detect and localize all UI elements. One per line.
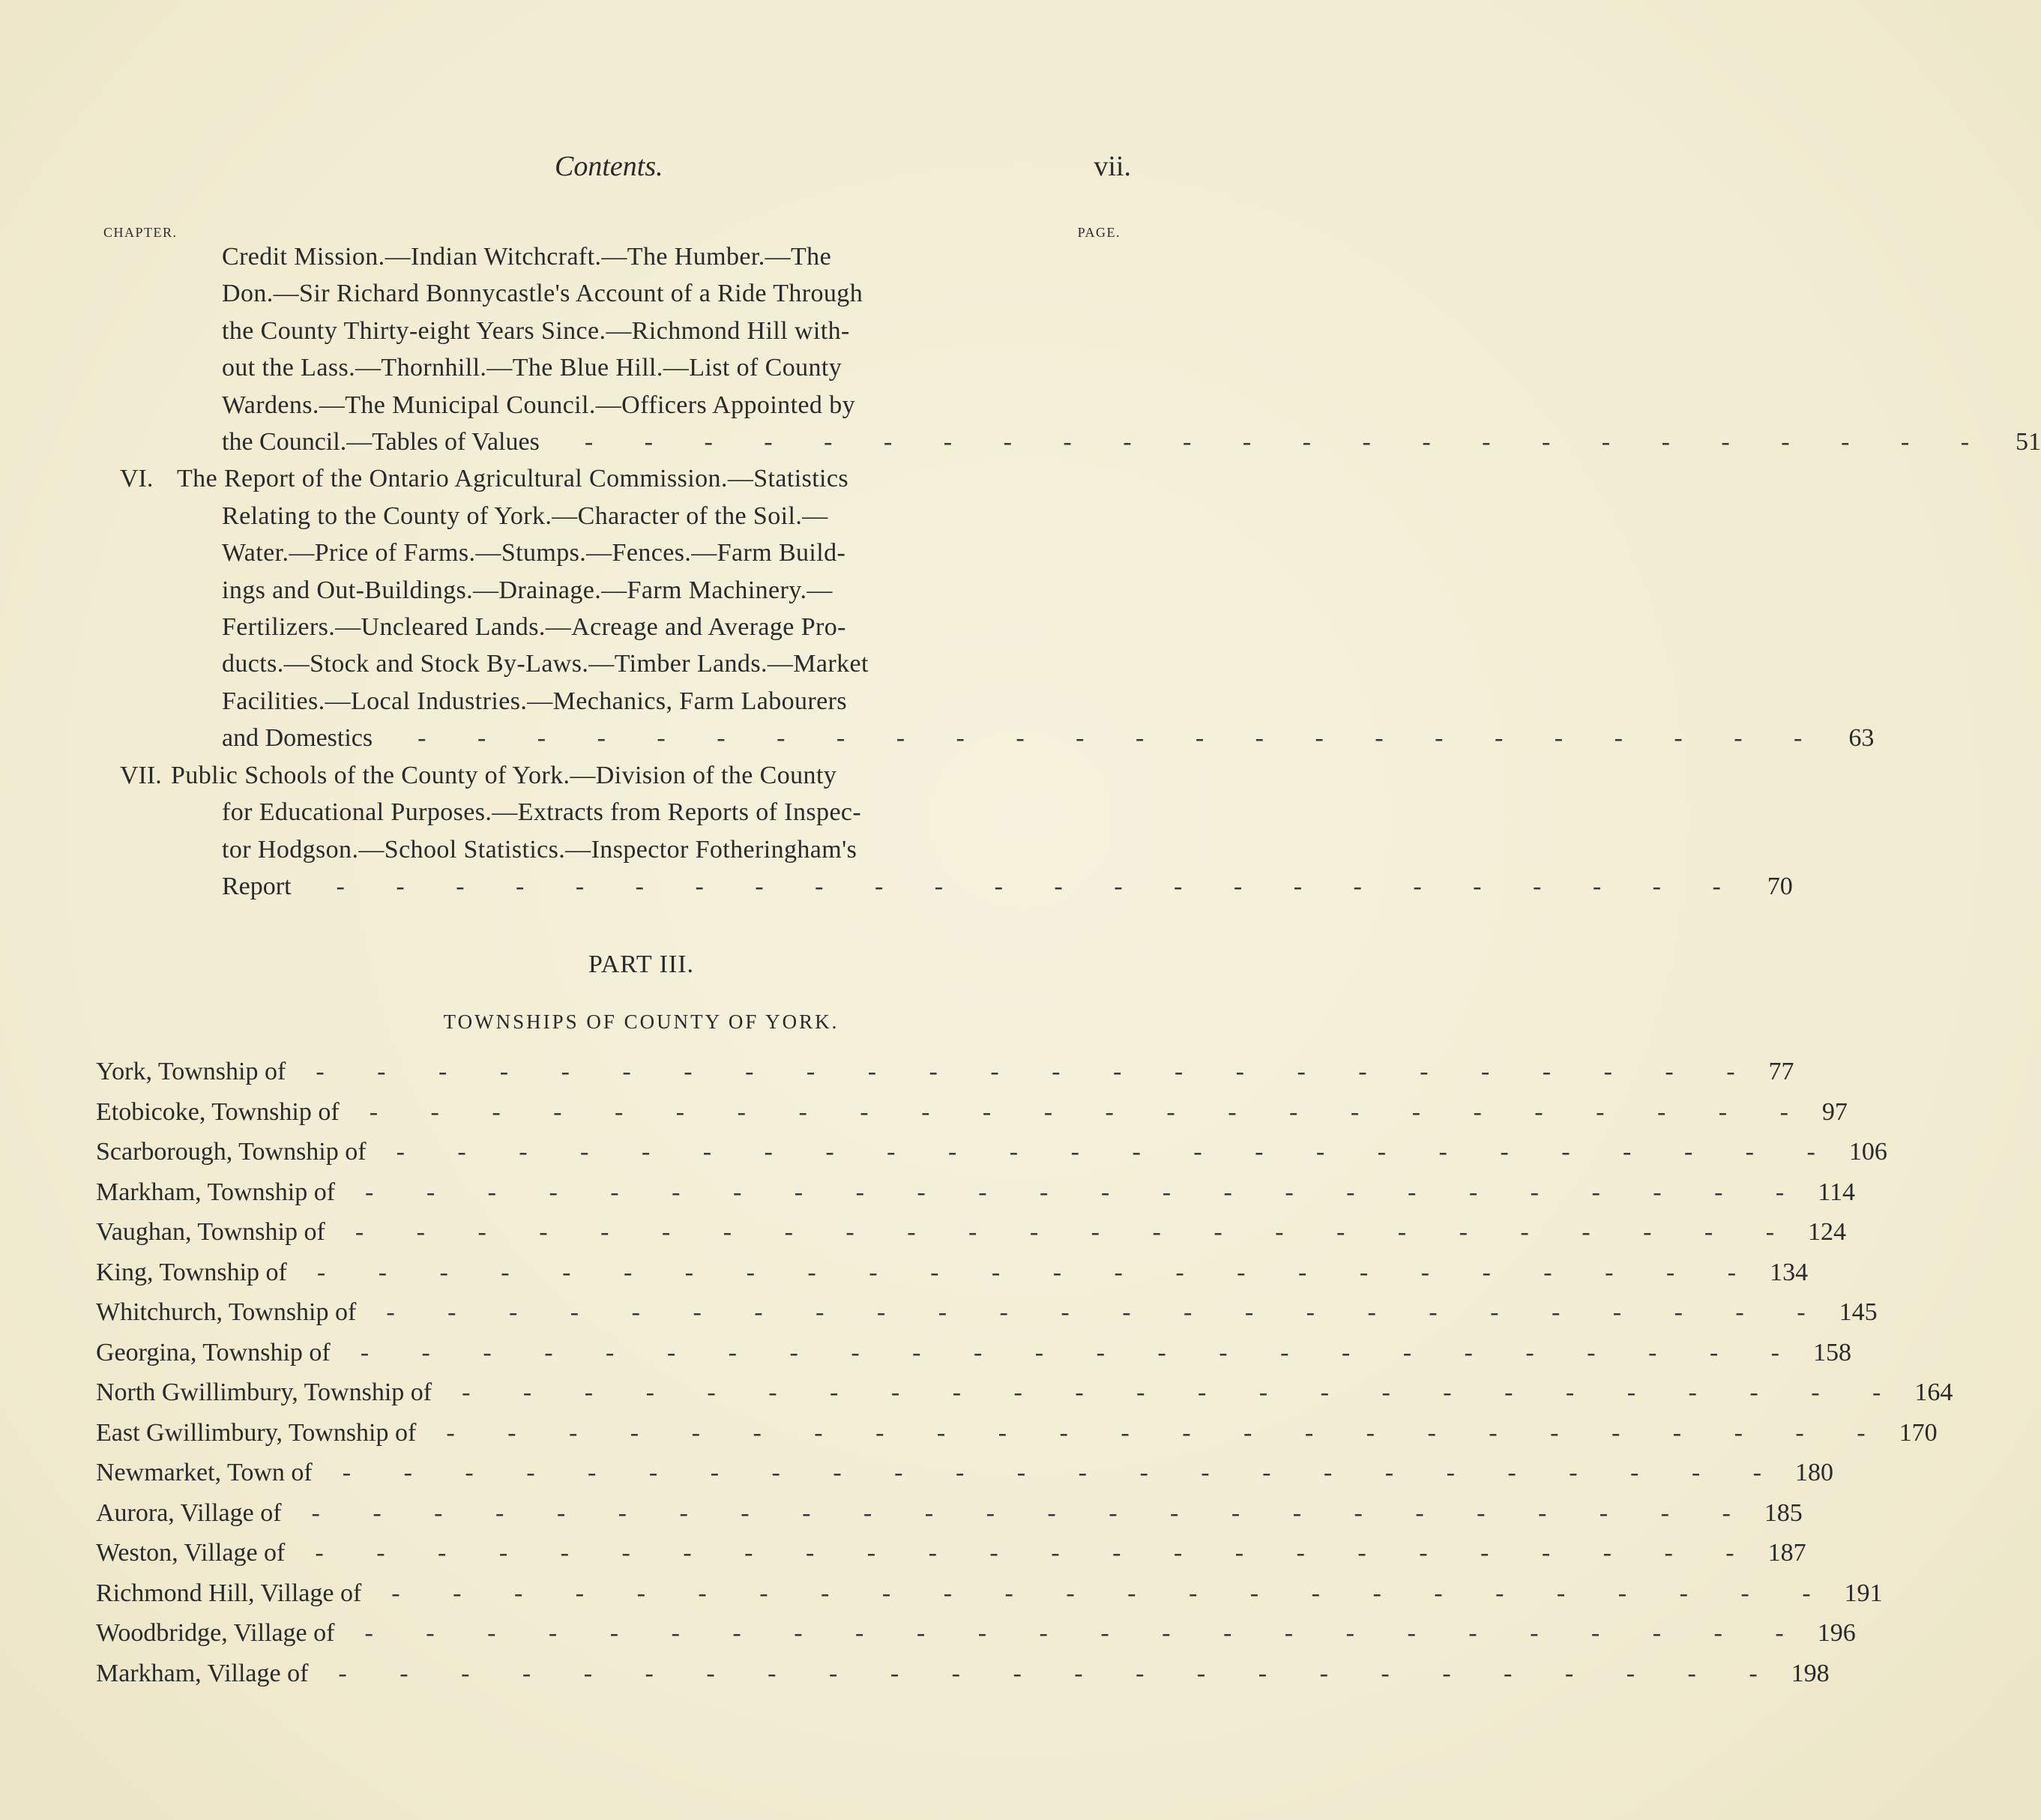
page-number: 63 <box>1848 724 1875 753</box>
township-entry <box>96 1092 1848 1133</box>
chapter-last-line <box>222 868 1793 905</box>
township-name: York, Township of <box>96 1058 286 1085</box>
township-entry <box>96 1052 1794 1092</box>
page-number: 164 <box>1914 1378 1953 1406</box>
township-name: Etobicoke, Township of <box>96 1097 340 1126</box>
chapter-entries <box>0 238 2041 905</box>
chapter-line: Report <box>222 872 292 900</box>
leader-dots: - - - - - - - - - - - - - - - - - - - - - - - - <box>316 1058 1758 1085</box>
chapter-line: Credit Mission.—Indian Witchcraft.—The Humber.—The <box>222 243 832 271</box>
page-number: 170 <box>1899 1418 1938 1447</box>
chapter-entry <box>0 460 1875 756</box>
leader-dots: - - - - - - - - - - - - - - - - - - - - - - - - <box>365 1178 1808 1206</box>
chapter-entry <box>0 757 1793 906</box>
chapter-entry <box>0 238 2041 460</box>
chapter-line: and Domestics <box>222 724 373 753</box>
township-entry <box>96 1573 1883 1614</box>
chapter-line: Wardens.—The Municipal Council.—Officers Appointed by <box>222 391 856 419</box>
chapter-line: Public Schools of the County of York.—Division of the County <box>171 761 837 789</box>
chapter-line: ducts.—Stock and Stock By-Laws.—Timber Lands.—Market <box>222 650 869 678</box>
leader-dots: - - - - - - - - - - - - - - - - - - - - - - - - <box>336 872 1743 900</box>
township-entry <box>96 1372 1953 1413</box>
township-name: Markham, Township of <box>96 1178 336 1206</box>
page-number: 158 <box>1812 1338 1851 1366</box>
township-entry <box>96 1132 1887 1172</box>
chapter-description <box>171 757 1793 906</box>
leader-dots: - - - - - - - - - - - - - - - - - - - - - - - - <box>338 1659 1781 1687</box>
leader-dots: - - - - - - - - - - - - - - - - - - - - - - - - <box>311 1498 1754 1527</box>
township-entry <box>96 1613 1856 1654</box>
township-name: King, Township of <box>96 1258 287 1286</box>
chapter-line: the Council.—Tables of Values <box>222 428 540 456</box>
page-number: 187 <box>1767 1539 1806 1567</box>
chapter-line: The Report of the Ontario Agricultural Commission.—Statistics <box>177 465 849 493</box>
chapter-number: VI. <box>120 465 154 493</box>
township-entry <box>96 1533 1806 1573</box>
leader-dots: - - - - - - - - - - - - - - - - - - - - - - - - <box>360 1338 1803 1366</box>
chapter-last-line <box>222 720 1875 756</box>
township-name: East Gwillimbury, Township of <box>96 1418 417 1447</box>
chapter-line: Don.—Sir Richard Bonnycastle's Account of a Ride Through <box>222 280 863 308</box>
page-number: 106 <box>1848 1138 1887 1166</box>
page-number: 114 <box>1818 1178 1855 1206</box>
chapter-number: VII. <box>120 761 162 789</box>
chapter-line: Fertilizers.—Uncleared Lands.—Acreage and Average Pro- <box>222 613 846 642</box>
leader-dots: - - - - - - - - - - - - - - - - - - - - - - - - <box>584 428 1992 456</box>
township-name: Vaughan, Township of <box>96 1218 325 1246</box>
running-head-title: Contents. <box>555 151 663 182</box>
township-entry <box>96 1172 1855 1213</box>
township-entry <box>96 1654 1830 1694</box>
township-name: Weston, Village of <box>96 1539 286 1567</box>
township-name: Scarborough, Township of <box>96 1138 367 1166</box>
page-column-label: PAGE. <box>1077 225 1121 240</box>
leader-dots: - - - - - - - - - - - - - - - - - - - - - - - - <box>355 1218 1798 1246</box>
chapter-line: tor Hodgson.—School Statistics.—Inspector Fotheringham's <box>222 835 857 864</box>
township-entry <box>96 1212 1847 1253</box>
page-number: 134 <box>1770 1258 1809 1286</box>
part-heading: PART III. <box>588 950 695 978</box>
leader-dots: - - - - - - - - - - - - - - - - - - - - - - - - <box>342 1459 1785 1486</box>
chapter-last-line <box>222 424 2041 460</box>
leader-dots: - - - - - - - - - - - - - - - - - - - - - - - - <box>462 1378 1905 1406</box>
page-number: 51 <box>2016 428 2041 456</box>
township-name: Richmond Hill, Village of <box>96 1579 362 1607</box>
page-number: 97 <box>1821 1097 1848 1126</box>
chapter-column-label: CHAPTER. <box>103 225 178 240</box>
page-number: 124 <box>1808 1218 1847 1246</box>
township-name: Whitchurch, Township of <box>96 1298 357 1326</box>
leader-dots: - - - - - - - - - - - - - - - - - - - - - - - - <box>316 1258 1760 1286</box>
page-number: 145 <box>1839 1298 1878 1326</box>
chapter-description <box>222 238 2041 460</box>
township-list <box>96 1052 1953 1693</box>
chapter-line: ings and Out-Buildings.—Drainage.—Farm Machinery.— <box>222 576 833 604</box>
township-entry <box>96 1333 1851 1373</box>
leader-dots: - - - - - - - - - - - - - - - - - - - - - - - - <box>417 724 1825 753</box>
running-head-page-number: vii. <box>1094 151 1131 182</box>
leader-dots: - - - - - - - - - - - - - - - - - - - - - - - - <box>364 1619 1807 1647</box>
township-entry <box>96 1253 1809 1293</box>
running-head <box>0 150 1282 195</box>
leader-dots: - - - - - - - - - - - - - - - - - - - - - - - - <box>369 1097 1812 1126</box>
township-name: Aurora, Village of <box>96 1498 282 1527</box>
page-number: 191 <box>1844 1579 1883 1607</box>
chapter-line: out the Lass.—Thornhill.—The Blue Hill.—List of County <box>222 354 842 382</box>
page-number: 180 <box>1795 1459 1833 1486</box>
section-heading: TOWNSHIPS OF COUNTY OF YORK. <box>443 1010 839 1033</box>
chapter-line: Relating to the County of York.—Character of the Soil.— <box>222 501 828 530</box>
township-entry <box>96 1413 1938 1453</box>
page-number: 185 <box>1764 1498 1803 1527</box>
leader-dots: - - - - - - - - - - - - - - - - - - - - - - - - <box>386 1298 1829 1326</box>
township-entry <box>96 1493 1803 1534</box>
chapter-line: the County Thirty-eight Years Since.—Richmond Hill with- <box>222 316 850 345</box>
leader-dots: - - - - - - - - - - - - - - - - - - - - - - - - <box>446 1418 1889 1447</box>
chapter-line: Water.—Price of Farms.—Stumps.—Fences.—Farm Build- <box>222 539 846 567</box>
page-number: 70 <box>1767 872 1793 900</box>
chapter-line: Facilities.—Local Industries.—Mechanics, Farm Labourers <box>222 687 847 715</box>
leader-dots: - - - - - - - - - - - - - - - - - - - - - - - - <box>396 1138 1839 1166</box>
page-number: 196 <box>1817 1619 1856 1647</box>
township-entry <box>96 1292 1878 1333</box>
township-name: Woodbridge, Village of <box>96 1619 335 1647</box>
township-name: Georgina, Township of <box>96 1338 331 1366</box>
township-name: Newmarket, Town of <box>96 1459 313 1486</box>
chapter-line: for Educational Purposes.—Extracts from Reports of Inspec- <box>222 798 862 827</box>
chapter-description <box>177 460 1875 756</box>
page-number: 198 <box>1791 1659 1830 1687</box>
township-name: Markham, Village of <box>96 1659 309 1687</box>
leader-dots: - - - - - - - - - - - - - - - - - - - - - - - - <box>315 1539 1758 1567</box>
page-number: 77 <box>1768 1058 1794 1085</box>
leader-dots: - - - - - - - - - - - - - - - - - - - - - - - - <box>391 1579 1834 1607</box>
township-entry <box>96 1453 1833 1493</box>
township-name: North Gwillimbury, Township of <box>96 1378 432 1406</box>
